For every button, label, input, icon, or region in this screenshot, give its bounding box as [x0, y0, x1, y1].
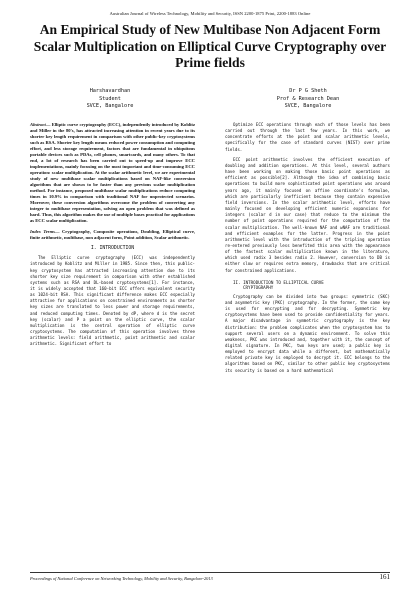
author-affiliation: SVCE, Bangalore	[86, 103, 134, 110]
body-paragraph: Optimize ECC operations through each of those levels has been carried out through the last few years. In this work, we concentrate efforts at the point and scalar arithmetic levels, specifically for the case of standard curves (NIST) over prime fields.	[225, 122, 390, 152]
section-heading-introduction: I. INTRODUCTION	[90, 246, 135, 251]
author-block-1	[30, 88, 190, 111]
section-heading-ecc	[233, 280, 390, 291]
journal-header: Australian Journal of Wireless Technology, Mobility and Security, ISSN 2200-1875 Print, 2200-1883 Online	[109, 11, 311, 16]
paper-title: An Empirical Study of New Multibase Non Adjacent Form Scalar Multiplication on Elliptical Curve Cryptography over Prime fields	[33, 22, 387, 70]
author-name: Harshavardhan	[89, 88, 131, 94]
proceedings-footer: Proceedings of National Conference on Networking Technology, Mobility and Security, Bangalore-2013	[30, 576, 213, 581]
author-role: Student	[99, 95, 121, 102]
abstract-text: Elliptic curve cryptography (ECC), independently introduced by Koblitz and Miller in the 80's, has attracted increasing attention in recent years due to its shorter key length requirement in comparison with other public-key cryptosystems such as RSA. Shorter key length means reduced power consumption and computing effort, and less storage requirement, factors that are fundamental in ubiquitous portable devices such as PDAs, cell phones, smartcards, and many others. To that end, a lot of research has been carried out to speed-up and improve ECC implementations, mainly focusing on the most important and time-consuming ECC operation: scalar multiplication. At the scalar arithmetic level, we are experimental study of new multibase scalar multiplications based on NAF-like conversion algorithms that are shown to be faster than any previous scalar multiplication method. For instance, proposed multibase scalar multiplications reduce computing times in 10.9% in comparison with traditional NAF for unprotected scenarios. Moreover, these conversion algorithms overcome the problem of converting any integer to multibase representation, solving an open problem that was defined as hard. Thus, this algorithm makes the use of multiple bases practical for applications as ECC scalar multiplication.	[30, 122, 195, 223]
index-terms-label: Index Terms—	[30, 229, 60, 234]
introduction-paragraph: The Elliptic curve cryptography (ECC) was independently introduced by Koblitz and Miller in 1985. Since then, this public-key cryptosystem has attracted increasing attention due to its shorter key size requirement in comparison with other established systems such as RSA and DL-based cryptosystems[1]. For instance, it is widely accepted that 160-bit ECC offers equivalent security as 1024-bit RSA. This significant difference makes ECC especially attractive for applications on constrained environments as shorter key sizes are translated to less power and storage requirements, and reduced computing times. Denoted by dP, where d is the secret key (scalar) and P a point on the elliptic curve, the scalar multiplication is the central operation of elliptic curve cryptosystems. The computation of this operation involves three arithmetic levels: field arithmetic, point arithmetic and scalar arithmetic. Significant effort to	[30, 255, 195, 347]
index-terms	[30, 229, 195, 241]
body-paragraph: Cryptography can be divided into two groups: symmetric (SKC) and asymmetric key (PKC) cryptography. In the former, the same key is used for encrypting and for decrypting. Symmetric key cryptosystems have been used to provide confidentiality for years. A major disadvantage in symmetric cryptography is the key distribution: the problem complicates when the cryptosystem has to support several users on a dynamic environment. To solve this weakness, PKC was introduced and, together with it, the concept of digital signature. In PKC, two keys are used; a public key is employed to encrypt data while a different, but mathematically related private key is employed to decrypt it. ECC belongs to the algorithms based on PKC, similar to other public key cryptosystems its security is based on a hard mathematical	[225, 293, 390, 373]
author-block-2	[228, 88, 388, 111]
author-name: Dr P G Sheth	[289, 88, 327, 94]
abstract-label: Abstract—	[30, 122, 51, 127]
author-affiliation: SVCE, Bangalore	[284, 103, 332, 110]
left-column	[30, 122, 195, 348]
author-role: Prof & Research Dean	[276, 95, 340, 102]
page-number: 161	[379, 573, 390, 581]
section-heading-line: CRYPTOGRAPHY	[243, 285, 274, 291]
body-paragraph: ECC point arithmetic involves the efficient execution of doubling and addition operations. At this level, several authors have been working on making those basic point operations as efficient as possible[2]. Although the idea of combining basic operations to build more sophisticated point operations was around years ago, it mainly focused on affine coordinate's formulae, which are particularly inefficient because they contain expensive field inversions. In the scalar arithmetic level, efforts have mainly focused on developing efficient numeric expansions for integers (scalar d in our case) that reduce to the minimum the number of point operations required for the computation of the scalar multiplication. The well-known NAF and wNAF are traditional and efficient examples for the latter. Progress in the point arithmetic level with the introduction of the tripling operation re-entered previously less benefited this area with the appearance of the fastest scalar multiplication known in the literature, which used radix 3 besides radix 2. However, conversion to DB is either slow or requires extra memory, drawbacks that are critical for constrained applications.	[225, 156, 390, 273]
index-terms-text: Cryptography, Composite operations, Doubling, Elliptical curve, finite arithmetic, multibase, non adjacent form, Point addition, Scalar arithmetic.	[30, 229, 196, 240]
footer-divider	[30, 572, 390, 573]
right-column	[225, 122, 390, 374]
section-heading-line: II. INTRODUCTION TO ELLIPTICAL CURVE	[233, 279, 324, 285]
abstract	[30, 122, 195, 224]
